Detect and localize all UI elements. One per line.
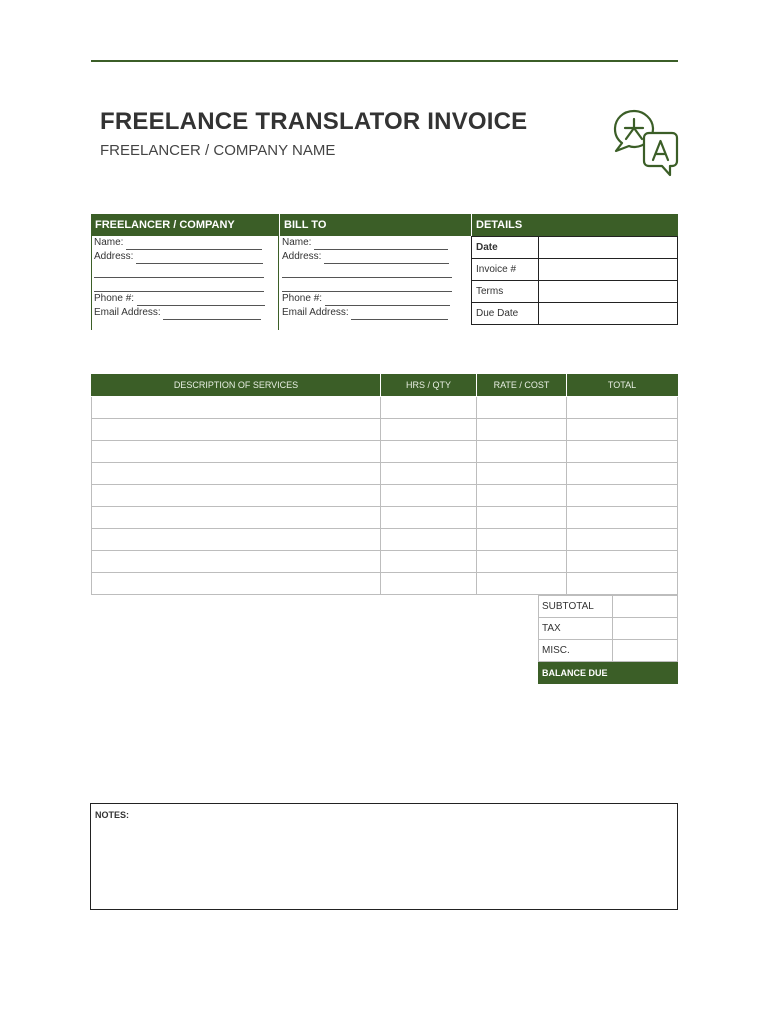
translate-icon — [612, 108, 680, 178]
hrs-qty-header: HRS / QTY — [381, 374, 477, 397]
description-cell[interactable] — [92, 397, 381, 419]
email-label: Email Address: — [282, 307, 349, 318]
misc-label: MISC. — [539, 640, 613, 662]
tax-value[interactable] — [613, 618, 678, 640]
rate-cell[interactable] — [477, 441, 567, 463]
table-row — [92, 507, 678, 529]
freelancer-phone-field[interactable] — [94, 292, 274, 306]
total-cell[interactable] — [567, 573, 678, 595]
rate-cell[interactable] — [477, 507, 567, 529]
notes-label: NOTES: — [95, 810, 130, 820]
qty-cell[interactable] — [381, 419, 477, 441]
company-name: FREELANCER / COMPANY NAME — [100, 142, 336, 159]
description-header: DESCRIPTION OF SERVICES — [92, 374, 381, 397]
bill-to-email-field[interactable] — [282, 306, 468, 320]
total-cell[interactable] — [567, 529, 678, 551]
date-value[interactable] — [539, 237, 678, 259]
description-cell[interactable] — [92, 529, 381, 551]
bill-to-name-field[interactable] — [282, 236, 468, 250]
details-row — [472, 237, 678, 259]
total-cell[interactable] — [567, 507, 678, 529]
details-table — [471, 236, 678, 325]
details-row — [472, 303, 678, 325]
terms-value[interactable] — [539, 281, 678, 303]
bill-to-address-field[interactable] — [282, 250, 468, 264]
qty-cell[interactable] — [381, 441, 477, 463]
total-cell[interactable] — [567, 441, 678, 463]
table-row — [92, 529, 678, 551]
rate-cost-header: RATE / COST — [477, 374, 567, 397]
services-header-row — [92, 374, 678, 397]
top-rule — [91, 60, 678, 62]
name-label: Name: — [94, 237, 124, 248]
freelancer-name-field[interactable] — [94, 236, 274, 250]
total-cell[interactable] — [567, 463, 678, 485]
invoice-number-label: Invoice # — [472, 259, 539, 281]
subtotal-row — [539, 596, 678, 618]
description-cell[interactable] — [92, 573, 381, 595]
total-cell[interactable] — [567, 397, 678, 419]
bill-to-address-line[interactable] — [282, 264, 468, 278]
qty-cell[interactable] — [381, 397, 477, 419]
bill-to-heading: BILL TO — [279, 214, 471, 236]
rate-cell[interactable] — [477, 551, 567, 573]
due-date-label: Due Date — [472, 303, 539, 325]
table-row — [92, 441, 678, 463]
misc-row — [539, 640, 678, 662]
qty-cell[interactable] — [381, 485, 477, 507]
description-cell[interactable] — [92, 507, 381, 529]
details-row — [472, 281, 678, 303]
table-row — [92, 485, 678, 507]
rate-cell[interactable] — [477, 485, 567, 507]
info-section — [91, 214, 678, 330]
bill-to-phone-field[interactable] — [282, 292, 468, 306]
name-label: Name: — [282, 237, 312, 248]
qty-cell[interactable] — [381, 573, 477, 595]
table-row — [92, 397, 678, 419]
tax-label: TAX — [539, 618, 613, 640]
details-heading: DETAILS — [471, 214, 678, 236]
tax-row — [539, 618, 678, 640]
rate-cell[interactable] — [477, 463, 567, 485]
address-label: Address: — [282, 251, 322, 262]
balance-due-row — [539, 662, 678, 684]
table-row — [92, 463, 678, 485]
rate-cell[interactable] — [477, 529, 567, 551]
description-cell[interactable] — [92, 463, 381, 485]
services-table — [91, 374, 678, 595]
invoice-title: FREELANCE TRANSLATOR INVOICE — [100, 108, 528, 135]
freelancer-address-line[interactable] — [94, 264, 274, 278]
due-date-value[interactable] — [539, 303, 678, 325]
rate-cell[interactable] — [477, 419, 567, 441]
description-cell[interactable] — [92, 485, 381, 507]
phone-label: Phone #: — [94, 293, 135, 304]
bill-to-address-line[interactable] — [282, 278, 468, 292]
balance-due-label: BALANCE DUE — [539, 662, 613, 684]
freelancer-heading: FREELANCER / COMPANY — [91, 214, 279, 236]
table-row — [92, 551, 678, 573]
left-border — [91, 236, 92, 330]
email-label: Email Address: — [94, 307, 161, 318]
table-row — [92, 419, 678, 441]
rate-cell[interactable] — [477, 573, 567, 595]
description-cell[interactable] — [92, 551, 381, 573]
table-row — [92, 573, 678, 595]
total-header: TOTAL — [567, 374, 678, 397]
freelancer-address-line[interactable] — [94, 278, 274, 292]
total-cell[interactable] — [567, 551, 678, 573]
rate-cell[interactable] — [477, 397, 567, 419]
bill-to-fields — [282, 236, 468, 320]
total-cell[interactable] — [567, 485, 678, 507]
address-label: Address: — [94, 251, 134, 262]
freelancer-address-field[interactable] — [94, 250, 274, 264]
qty-cell[interactable] — [381, 463, 477, 485]
qty-cell[interactable] — [381, 551, 477, 573]
qty-cell[interactable] — [381, 507, 477, 529]
notes-box[interactable] — [90, 803, 678, 910]
subtotal-value[interactable] — [613, 596, 678, 618]
column-divider — [278, 236, 279, 330]
description-cell[interactable] — [92, 419, 381, 441]
phone-label: Phone #: — [282, 293, 323, 304]
date-label: Date — [472, 237, 539, 259]
balance-due-value[interactable] — [613, 662, 678, 684]
qty-cell[interactable] — [381, 529, 477, 551]
details-row — [472, 259, 678, 281]
freelancer-fields — [94, 236, 274, 320]
totals-table — [538, 595, 678, 684]
terms-label: Terms — [472, 281, 539, 303]
subtotal-label: SUBTOTAL — [539, 596, 613, 618]
total-cell[interactable] — [567, 419, 678, 441]
description-cell[interactable] — [92, 441, 381, 463]
freelancer-email-field[interactable] — [94, 306, 274, 320]
invoice-number-value[interactable] — [539, 259, 678, 281]
misc-value[interactable] — [613, 640, 678, 662]
